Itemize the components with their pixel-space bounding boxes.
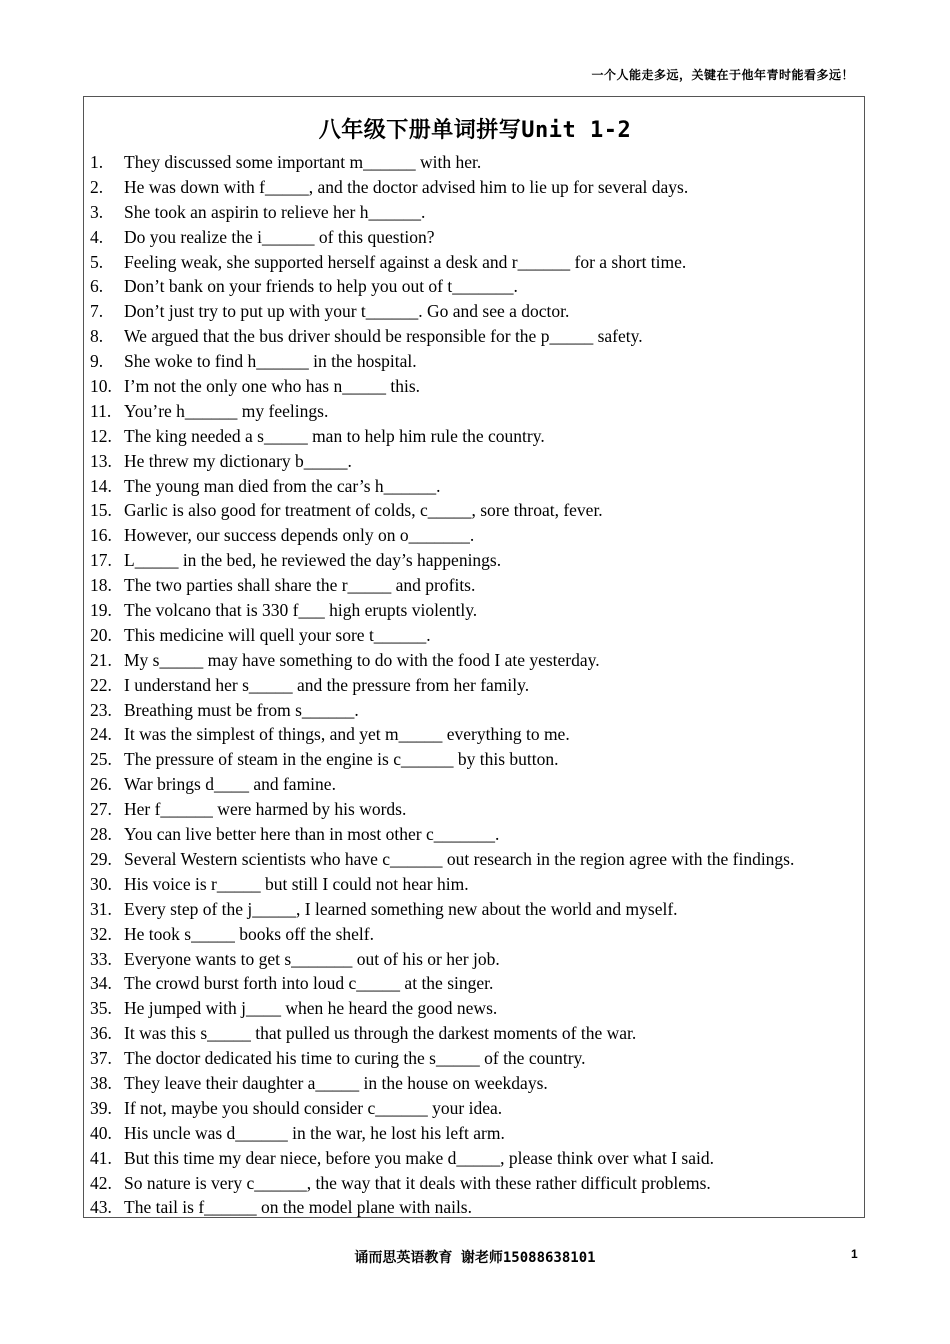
exercise-number: 10. — [90, 376, 112, 397]
exercise-number: 24. — [90, 724, 112, 745]
exercise-number: 37. — [90, 1048, 112, 1069]
exercise-number: 34. — [90, 973, 112, 994]
exercise-list — [90, 150, 794, 1220]
exercise-item — [90, 1171, 794, 1196]
exercise-item — [90, 225, 794, 250]
exercise-item — [90, 623, 794, 648]
exercise-number: 31. — [90, 898, 112, 919]
exercise-item — [90, 349, 794, 374]
exercise-sentence: He jumped with j____ when he heard the good news. — [124, 998, 498, 1019]
exercise-sentence: Breathing must be from s______. — [124, 699, 359, 720]
exercise-item — [90, 996, 794, 1021]
exercise-number: 40. — [90, 1122, 112, 1143]
exercise-sentence: I understand her s_____ and the pressure from her family. — [124, 674, 530, 695]
exercise-item — [90, 523, 794, 548]
exercise-number: 33. — [90, 948, 112, 969]
exercise-item — [90, 150, 794, 175]
exercise-number: 19. — [90, 600, 112, 621]
exercise-number: 5. — [90, 251, 104, 272]
exercise-item — [90, 947, 794, 972]
exercise-number: 28. — [90, 824, 112, 845]
exercise-sentence: You’re h______ my feelings. — [124, 400, 329, 421]
exercise-sentence: The king needed a s_____ man to help him rule the country. — [124, 425, 545, 446]
exercise-item — [90, 474, 794, 499]
exercise-number: 6. — [90, 276, 104, 297]
exercise-number: 22. — [90, 674, 112, 695]
exercise-item — [90, 797, 794, 822]
exercise-sentence: She took an aspirin to relieve her h______. — [124, 201, 426, 222]
exercise-sentence: Don’t bank on your friends to help you out of t_______. — [124, 276, 518, 297]
exercise-item — [90, 250, 794, 275]
exercise-number: 3. — [90, 201, 104, 222]
exercise-sentence: The pressure of steam in the engine is c______ by this button. — [124, 749, 559, 770]
exercise-item — [90, 922, 794, 947]
exercise-number: 8. — [90, 326, 104, 347]
exercise-number: 43. — [90, 1197, 112, 1218]
exercise-number: 18. — [90, 575, 112, 596]
exercise-number: 1. — [90, 152, 104, 172]
exercise-sentence: It was this s_____ that pulled us through the darkest moments of the war. — [124, 1023, 637, 1044]
exercise-sentence: They leave their daughter a_____ in the house on weekdays. — [124, 1072, 548, 1093]
exercise-sentence: His voice is r_____ but still I could not hear him. — [124, 873, 469, 894]
exercise-sentence: The young man died from the car’s h______. — [124, 475, 441, 496]
exercise-item — [90, 573, 794, 598]
exercise-item — [90, 1046, 794, 1071]
exercise-sentence: The tail is f______ on the model plane with nails. — [124, 1197, 472, 1218]
exercise-item — [90, 747, 794, 772]
exercise-item — [90, 274, 794, 299]
exercise-item — [90, 847, 794, 872]
exercise-sentence: Feeling weak, she supported herself against a desk and r______ for a short time. — [124, 251, 687, 272]
exercise-item — [90, 648, 794, 673]
exercise-item — [90, 1121, 794, 1146]
exercise-sentence: We argued that the bus driver should be responsible for the p_____ safety. — [124, 326, 643, 347]
exercise-item — [90, 722, 794, 747]
exercise-sentence: They discussed some important m______ with her. — [124, 152, 482, 172]
exercise-number: 38. — [90, 1072, 112, 1093]
exercise-item — [90, 1021, 794, 1046]
exercise-number: 14. — [90, 475, 112, 496]
exercise-item — [90, 698, 794, 723]
exercise-sentence: It was the simplest of things, and yet m_____ everything to me. — [124, 724, 570, 745]
exercise-number: 16. — [90, 525, 112, 546]
exercise-number: 9. — [90, 351, 104, 372]
exercise-item — [90, 1071, 794, 1096]
page-title: 八年级下册单词拼写Unit 1-2 — [318, 118, 632, 143]
exercise-sentence: His uncle was d______ in the war, he lost his left arm. — [124, 1122, 505, 1143]
exercise-item — [90, 598, 794, 623]
exercise-item — [90, 1146, 794, 1171]
exercise-sentence: War brings d____ and famine. — [124, 774, 336, 795]
exercise-number: 2. — [90, 176, 104, 197]
exercise-number: 32. — [90, 923, 112, 944]
exercise-item — [90, 299, 794, 324]
exercise-number: 42. — [90, 1172, 112, 1193]
exercise-item — [90, 872, 794, 897]
exercise-sentence: L_____ in the bed, he reviewed the day’s happenings. — [124, 550, 502, 571]
exercise-number: 4. — [90, 226, 104, 247]
exercise-sentence: The crowd burst forth into loud c_____ at the singer. — [124, 973, 494, 994]
exercise-item — [90, 324, 794, 349]
exercise-item — [90, 449, 794, 474]
exercise-item — [90, 374, 794, 399]
exercise-sentence: However, our success depends only on o_______. — [124, 525, 475, 546]
exercise-sentence: But this time my dear niece, before you make d_____, please think over what I said. — [124, 1147, 714, 1168]
exercise-number: 26. — [90, 774, 112, 795]
exercise-sentence: This medicine will quell your sore t______. — [124, 624, 431, 645]
exercise-item — [90, 673, 794, 698]
exercise-number: 21. — [90, 649, 112, 670]
exercise-sentence: The doctor dedicated his time to curing the s_____ of the country. — [124, 1048, 586, 1069]
exercise-sentence: He threw my dictionary b_____. — [124, 450, 352, 471]
exercise-item — [90, 548, 794, 573]
exercise-item — [90, 175, 794, 200]
exercise-item — [90, 971, 794, 996]
exercise-item — [90, 1096, 794, 1121]
exercise-number: 12. — [90, 425, 112, 446]
exercise-sentence: Every step of the j_____, I learned something new about the world and myself. — [124, 898, 678, 919]
exercise-sentence: The volcano that is 330 f___ high erupts violently. — [124, 600, 478, 621]
exercise-number: 7. — [90, 301, 104, 322]
exercise-sentence: My s_____ may have something to do with the food I ate yesterday. — [124, 649, 600, 670]
exercise-sentence: I’m not the only one who has n_____ this. — [124, 376, 421, 397]
exercise-sentence: He took s_____ books off the shelf. — [124, 923, 374, 944]
exercise-sentence: Do you realize the i______ of this question? — [124, 226, 435, 247]
exercise-number: 17. — [90, 550, 112, 571]
exercise-sentence: So nature is very c______, the way that it deals with these rather difficult problems. — [124, 1172, 711, 1193]
exercise-number: 29. — [90, 848, 112, 869]
exercise-item — [90, 200, 794, 225]
exercise-item — [90, 1195, 794, 1220]
exercise-item — [90, 498, 794, 523]
exercise-sentence: Don’t just try to put up with your t______. Go and see a doctor. — [124, 301, 570, 322]
exercise-number: 35. — [90, 998, 112, 1019]
exercise-number: 25. — [90, 749, 112, 770]
exercise-item — [90, 822, 794, 847]
exercise-sentence: You can live better here than in most other c_______. — [124, 824, 500, 845]
exercise-number: 41. — [90, 1147, 112, 1168]
exercise-sentence: Everyone wants to get s_______ out of his or her job. — [124, 948, 500, 969]
exercise-number: 20. — [90, 624, 112, 645]
exercise-sentence: He was down with f_____, and the doctor advised him to lie up for several days. — [124, 176, 689, 197]
exercise-number: 39. — [90, 1097, 112, 1118]
footer-contact: 诵而思英语教育 谢老师15088638101 — [354, 1250, 596, 1266]
exercise-number: 13. — [90, 450, 112, 471]
exercise-number: 15. — [90, 500, 112, 521]
exercise-sentence: She woke to find h______ in the hospital. — [124, 351, 417, 372]
exercise-sentence: Her f______ were harmed by his words. — [124, 799, 407, 820]
exercise-sentence: Several Western scientists who have c______ out research in the region agree with the findings. — [124, 848, 795, 869]
exercise-sentence: Garlic is also good for treatment of colds, c_____, sore throat, fever. — [124, 500, 603, 521]
exercise-item — [90, 424, 794, 449]
exercise-sentence: The two parties shall share the r_____ and profits. — [124, 575, 476, 596]
page-number: 1 — [851, 1247, 858, 1261]
exercise-number: 30. — [90, 873, 112, 894]
header-motto: 一个人能走多远，关键在于他年青时能看多远！ — [591, 68, 854, 82]
exercise-item — [90, 772, 794, 797]
exercise-number: 27. — [90, 799, 112, 820]
exercise-item — [90, 897, 794, 922]
exercise-item — [90, 399, 794, 424]
exercise-number: 36. — [90, 1023, 112, 1044]
exercise-number: 11. — [90, 400, 112, 421]
exercise-number: 23. — [90, 699, 112, 720]
exercise-sentence: If not, maybe you should consider c______ your idea. — [124, 1097, 503, 1118]
